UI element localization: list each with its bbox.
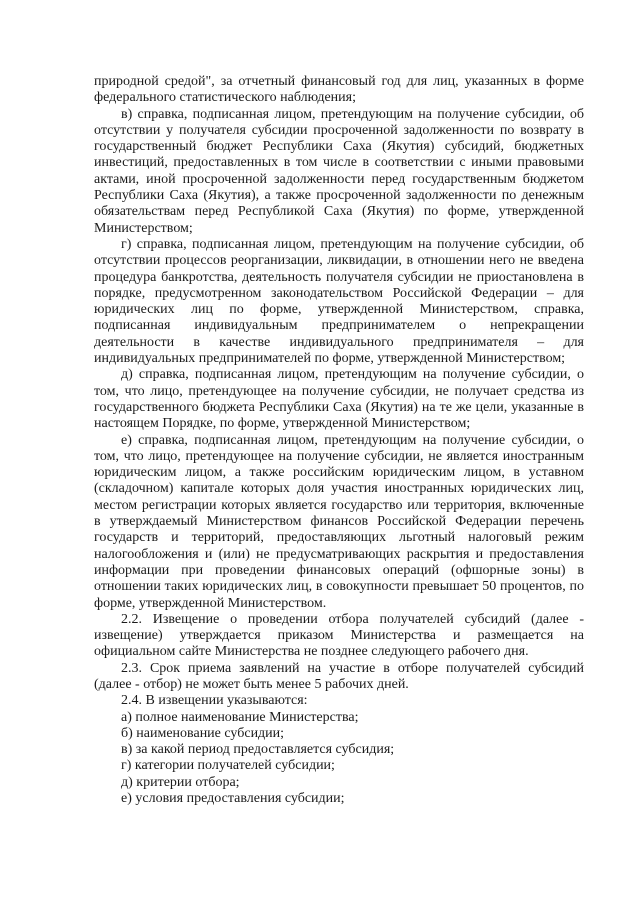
list-item: г) категории получателей субсидии;: [121, 758, 335, 774]
document-body: [94, 74, 584, 807]
list-item: в) за какой период предоставляется субсидия;: [121, 742, 395, 758]
paragraph-continuation: природной средой", за отчетный финансовый год для лиц, указанных в форме федерального статистического наблюдения;: [94, 74, 584, 106]
paragraph-item-v: в) справка, подписанная лицом, претендующим на получение субсидии, об отсутствии у получателя субсидии просроченной задолженности по возврату в государственный бюджет Республики Саха (Якутия) субсидий, бюджетных инвестиций, предоставленных в том числе в соответствии с иными правовыми актами, иной просроченной задолженности перед государственным бюджетом Республики Саха (Якутия), а также просроченной задолженности по денежным обязательствам перед Республикой Саха (Якутия) по форме, утвержденной Министерством;: [94, 106, 584, 236]
paragraph-2-2: 2.2. Извещение о проведении отбора получателей субсидий (далее - извещение) утверждается приказом Министерства и размещается на официальном сайте Министерства не позднее следующего рабочего дня.: [94, 611, 584, 660]
paragraph-2-4: 2.4. В извещении указываются:: [121, 693, 308, 709]
paragraph-item-g: г) справка, подписанная лицом, претендующим на получение субсидии, об отсутствии процессов реорганизации, ликвидации, в отношении него не введена процедура банкротства, деятельность получателя субсидии не приостановлена в порядке, предусмотренном законодательством Российской Федерации – для юридических лиц по форме, утвержденной Министерством, справка, подписанная индивидуальным предпринимателем о непрекращении деятельности в качестве индивидуального предпринимателя – для индивидуальных предпринимателей по форме, утвержденной Министерством;: [94, 236, 584, 367]
paragraph-2-3: 2.3. Срок приема заявлений на участие в отборе получателей субсидий (далее - отбор) не может быть менее 5 рабочих дней.: [94, 660, 584, 692]
list-item: а) полное наименование Министерства;: [121, 709, 359, 725]
paragraph-item-e: е) справка, подписанная лицом, претендующим на получение субсидии, о том, что лицо, претендующее на получение субсидии, не является иностранным юридическим лицом, а также российским юридическим лицом, в уставном (складочном) капитале которых доля участия иностранных юридических лиц, местом регистрации которых является государство или территория, включенные в утверждаемый Министерством финансов Российской Федерации перечень государств и территорий, предоставляющих льготный налоговый режим налогообложения и (или) не предусматривающих раскрытия и предоставления информации при проведении финансовых операций (офшорные зоны) в отношении таких юридических лиц, в совокупности превышает 50 процентов, по форме, утвержденной Министерством.: [94, 432, 584, 611]
list-item: е) условия предоставления субсидии;: [121, 791, 345, 807]
list-item: д) критерии отбора;: [121, 774, 240, 790]
paragraph-item-d: д) справка, подписанная лицом, претендующим на получение субсидии, о том, что лицо, претендующее на получение субсидии, не получает средства из государственного бюджета Республики Саха (Якутия) на те же цели, указанные в настоящем Порядке, по форме, утвержденной Министерством;: [94, 367, 584, 432]
list-item: б) наименование субсидии;: [121, 725, 285, 741]
